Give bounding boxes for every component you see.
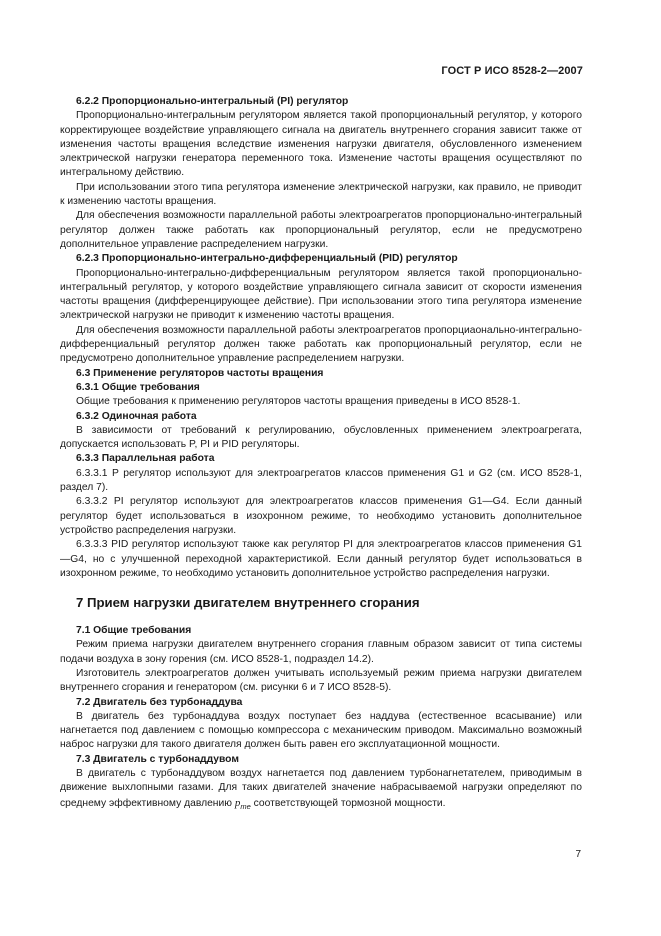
- paragraph: В зависимости от требований к регулированию, обусловленных применением электроагрегата, допускается использовать P, PI и PID регуляторы.: [60, 424, 582, 451]
- paragraph: Для обеспечения возможности параллельной работы электроагрегатов пропорциаонально-интегрально-дифференциальный регулятор должен также работать как пропорциональный регулятор, если не предусмотрено дополнительное управление распределением нагрузки.: [60, 324, 582, 365]
- heading-7-2: 7.2 Двигатель без турбонаддува: [76, 696, 243, 708]
- document-code: ГОСТ Р ИСО 8528-2—2007: [441, 65, 583, 77]
- paragraph-text: В двигатель с турбонаддувом воздух нагнетается под давлением турбонагнетателем, приводимым в движение выхлопными газами. Для таких двигателей значение набрасываемой нагрузки определяют по среднему эффективному давлению: [60, 768, 582, 809]
- page-number: 7: [575, 849, 581, 860]
- heading-7-3: 7.3 Двигатель с турбонаддувом: [76, 753, 239, 765]
- heading-6-3-3: 6.3.3 Параллельная работа: [76, 453, 215, 465]
- paragraph: Пропорционально-интегрально-дифференциальным регулятором является такой пропорционально-интегральный регулятор, у которого воздействие управляющего сигнала зависит от скорости изменения частоты вращения (дифференцирующее действие). При использовании этого типа регулятора изменение электрической нагрузки не приводит к изменению частоты вращения.: [60, 267, 582, 322]
- paragraph: При использовании этого типа регулятора изменение электрической нагрузки, как правило, не приводит к изменению частоты вращения.: [60, 181, 582, 208]
- heading-6-2-2: 6.2.2 Пропорционально-интегральный (PI) регулятор: [76, 96, 349, 107]
- heading-6-3: 6.3 Применение регуляторов частоты вращения: [76, 367, 324, 379]
- heading-7-1: 7.1 Общие требования: [76, 625, 192, 637]
- paragraph: В двигатель без турбонаддува воздух поступает без наддува (естественное всасывание) или нагнетается под давлением с помощью компрессора с механическим приводом. Максимально возможный наброс нагрузки для такого двигателя должен быть равен его эксплуатационной мощности.: [60, 710, 582, 751]
- paragraph: Для обеспечения возможности параллельной работы электроагрегатов пропорционально-интегральный регулятор должен также работать как пропорциональный регулятор, если не предусмотрено дополнительное управление распределением нагрузки.: [60, 210, 582, 250]
- paragraph: Изготовитель электроагрегатов должен учитывать используемый режим приема нагрузки двигателем внутреннего сгорания и генератором (см. рисунки 6 и 7 ИСО 8528-5).: [60, 667, 582, 694]
- heading-6-2-3: 6.2.3 Пропорционально-интегрально-дифференциальный (PID) регулятор: [76, 253, 458, 265]
- paragraph: Пропорционально-интегральным регулятором является такой пропорциональный регулятор, у которого корректирующее воздействие управляющего сигнала на двигатель внутреннего сгорания зависит также от изменения частоты вращения вследствие изменения нагрузки двигателя, обусловленного изменением электрической нагрузки генератора переменного тока. Изменение частоты вращения осуществляют по интегральному действию.: [60, 110, 582, 179]
- paragraph: [60, 767, 582, 814]
- page-content: [60, 95, 582, 814]
- paragraph-text: соответствующей тормозной мощности.: [253, 797, 446, 809]
- paragraph: Режим приема нагрузки двигателем внутреннего сгорания главным образом зависит от типа системы подачи воздуха в зону горения (см. ИСО 8528-1, подраздел 14.2).: [60, 639, 582, 665]
- heading-6-3-2: 6.3.2 Одиночная работа: [76, 410, 197, 422]
- heading-6-3-1: 6.3.1 Общие требования: [76, 381, 200, 393]
- pressure-symbol: p: [234, 796, 241, 809]
- paragraph: 6.3.3.3 PID регулятор используют также как регулятор PI для электроагрегатов классов применения G1—G4, но с улучшенной переходной характеристикой. Если данный регулятор будет использоваться в изохронном режиме, то необходимо установить дополнительное устройство распределения нагрузки.: [60, 539, 582, 579]
- paragraph: 6.3.3.2 PI регулятор используют для электроагрегатов классов применения G1—G4. Если данный регулятор будет использоваться в изохронном режиме, то необходимо установить дополнительное устройство распределения нагрузки.: [60, 496, 582, 536]
- paragraph: Общие требования к применению регуляторов частоты вращения приведены в ИСО 8528-1.: [76, 396, 521, 408]
- pressure-symbol-subscript: me: [240, 801, 251, 811]
- section-7-heading: 7 Прием нагрузки двигателем внутреннего сгорания: [76, 595, 420, 611]
- paragraph: 6.3.3.1 Р регулятор используют для электроагрегатов классов применения G1 и G2 (см. ИСО 8528-1, раздел 7).: [60, 467, 582, 494]
